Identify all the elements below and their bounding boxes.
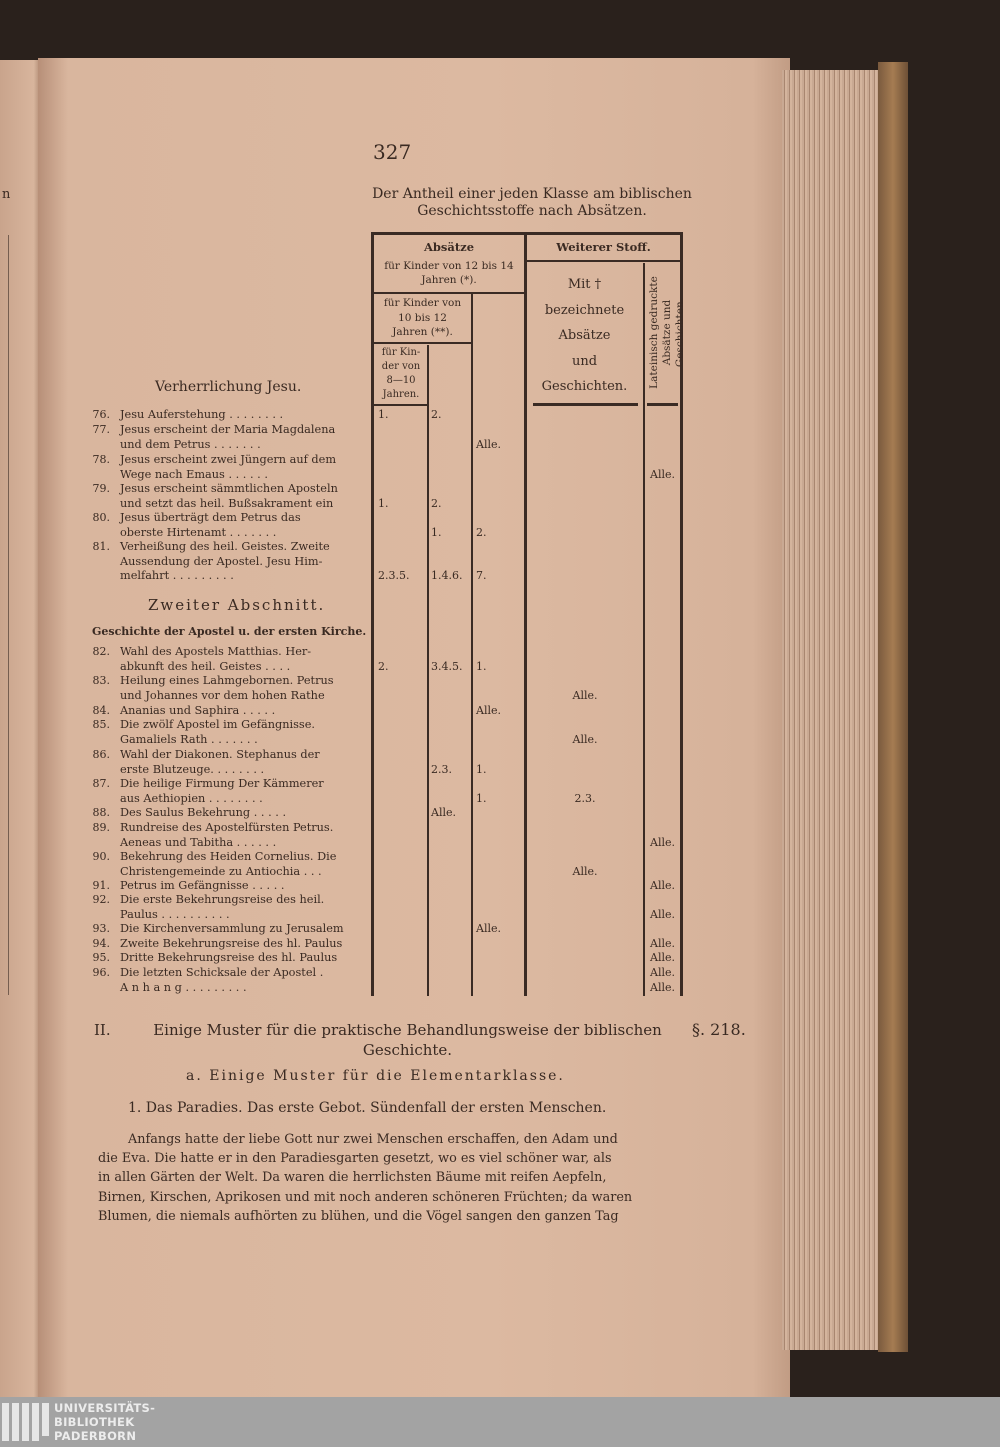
- rule: [527, 260, 680, 262]
- row-text: Dritte Bekehrungsreise des hl. Paulus: [120, 951, 338, 964]
- row-text: Bekehrung des Heiden Cornelius. Die: [120, 850, 337, 863]
- row-text: Wege nach Emaus . . . . . .: [120, 467, 268, 481]
- cell-c2: 2.: [431, 496, 442, 510]
- page-number: 327: [373, 140, 412, 164]
- row-text: erste Blutzeuge. . . . . . . .: [120, 762, 265, 776]
- row-number: 80.: [92, 511, 110, 524]
- cell-c1: 1.: [378, 496, 389, 510]
- body-line: Blumen, die niemals aufhörten zu blühen, und die Vögel sangen den ganzen Tag: [98, 1208, 619, 1224]
- body-line: Birnen, Kirschen, Aprikosen und mit noch anderen schöneren Früchten; da waren: [98, 1189, 633, 1205]
- header-weiterer-stoff: Weiterer Stoff.: [556, 240, 651, 254]
- rule: [533, 403, 638, 406]
- header-line: Jahren.: [382, 389, 420, 400]
- part-title-line: Geschichte.: [362, 1041, 453, 1059]
- row-number: 81.: [92, 540, 110, 553]
- row-number: 91.: [92, 879, 110, 892]
- logo-text: BIBLIOTHEK: [54, 1415, 135, 1429]
- cell-c5: Alle.: [650, 966, 675, 979]
- row-number: 86.: [92, 748, 110, 761]
- left-page-rule: [8, 235, 9, 995]
- cell-c5: Alle.: [650, 907, 675, 921]
- row-number: 93.: [92, 922, 110, 935]
- part-title: [130, 1020, 685, 1060]
- cell-c2: 1.4.6.: [431, 569, 463, 583]
- cell-c3: Alle.: [476, 704, 501, 717]
- row-text: Aussendung der Apostel. Jesu Him-: [120, 554, 323, 568]
- row-text: Wahl der Diakonen. Stephanus der: [120, 748, 320, 761]
- part-numeral: II.: [94, 1021, 111, 1039]
- row-number: 96.: [92, 966, 110, 979]
- header-line: für Kinder von 12 bis 14: [384, 260, 514, 272]
- table-title-line: Der Antheil einer jeden Klasse am biblischen: [372, 186, 692, 202]
- cell-c2: 1.: [431, 525, 442, 539]
- table-title: [362, 186, 702, 220]
- body-text: [98, 1130, 632, 1226]
- row-text: Rundreise des Apostelfürsten Petrus.: [120, 821, 334, 834]
- header-line: Absätze: [558, 328, 611, 343]
- row-number: 77.: [92, 423, 110, 436]
- body-line: Anfangs hatte der liebe Gott nur zwei Menschen erschaffen, den Adam und: [128, 1132, 618, 1147]
- cell-c2: 2.: [431, 408, 442, 421]
- cell-c2: Alle.: [431, 806, 456, 819]
- row-text: Zweite Bekehrungsreise des hl. Paulus: [120, 937, 343, 950]
- cell-c2: 3.4.5.: [431, 659, 463, 673]
- logo-text: PADERBORN: [54, 1429, 137, 1443]
- rule: [647, 403, 678, 406]
- cell-c3: 2.: [476, 525, 487, 539]
- rule: [374, 292, 525, 294]
- cell-c4: Alle.: [572, 864, 598, 878]
- body-line: in allen Gärten der Welt. Da waren die herrlichsten Bäume mit reifen Aepfeln,: [98, 1170, 607, 1186]
- row-text: Paulus . . . . . . . . . .: [120, 907, 230, 921]
- left-page-fragment: n: [2, 187, 11, 202]
- row-number: 78.: [92, 453, 110, 466]
- book-cover: [878, 62, 908, 1352]
- header-line: für Kin-: [381, 347, 421, 358]
- row-number: 79.: [92, 482, 110, 495]
- row-text: Verheißung des heil. Geistes. Zweite: [120, 540, 330, 553]
- row-text: Jesu Auferstehung . . . . . . . .: [120, 408, 284, 421]
- cell-c5: Alle.: [650, 951, 675, 964]
- header-12-14: [374, 259, 524, 287]
- header-line: Mit †: [567, 277, 602, 292]
- cell-c5: Alle.: [650, 467, 675, 481]
- cell-c3: Alle.: [476, 922, 501, 935]
- cell-c3: 1.: [476, 791, 487, 805]
- header-line: 10 bis 12: [398, 311, 447, 324]
- row-number: 88.: [92, 806, 110, 819]
- body-line: die Eva. Die hatte er in den Paradiesgarten gesetzt, wo es viel schöner war, als: [98, 1151, 612, 1167]
- header-line: Jahren (**).: [392, 326, 453, 338]
- rule: [427, 345, 429, 996]
- row-text: Die zwölf Apostel im Gefängnisse.: [120, 718, 315, 731]
- part-title-line: Einige Muster für die praktische Behandlungsweise der biblischen: [153, 1021, 662, 1039]
- row-text: A n h a n g . . . . . . . . .: [120, 981, 247, 994]
- cell-c4: Alle.: [572, 732, 598, 746]
- row-text: melfahrt . . . . . . . . .: [120, 569, 234, 583]
- page-edges: [782, 70, 882, 1350]
- cell-c4: Alle.: [572, 688, 598, 702]
- cell-c3: 1.: [476, 659, 487, 673]
- row-text: Heilung eines Lahmgebornen. Petrus: [120, 674, 334, 687]
- row-text: Die letzten Schicksale der Apostel .: [120, 966, 324, 979]
- table-title-line: Geschichtsstoffe nach Absätzen.: [417, 203, 647, 219]
- subheading-1: 1. Das Paradies. Das erste Gebot. Sündenfall der ersten Menschen.: [128, 1100, 607, 1116]
- row-text: Wahl des Apostels Matthias. Her-: [120, 645, 312, 658]
- row-text: Gamaliels Rath . . . . . . .: [120, 732, 258, 746]
- row-number: 85.: [92, 718, 110, 731]
- row-text: Christengemeinde zu Antiochia . . .: [120, 864, 322, 878]
- cell-c4: 2.3.: [574, 791, 596, 805]
- row-number: 92.: [92, 893, 110, 906]
- cell-c1: 2.3.5.: [378, 569, 410, 583]
- library-footer: [0, 1397, 1000, 1447]
- row-text: Jesus erscheint sämmtlichen Aposteln: [120, 482, 338, 495]
- left-page-edge: [0, 60, 42, 1400]
- row-text: Die heilige Firmung Der Kämmerer: [120, 777, 324, 790]
- rule: [471, 294, 473, 996]
- section-heading-zweiter-abschnitt: Zweiter Abschnitt.: [148, 596, 326, 614]
- row-number: 84.: [92, 704, 110, 717]
- cell-c3: 7.: [476, 569, 487, 583]
- rule: [374, 342, 471, 344]
- cell-c1: 1.: [378, 408, 389, 421]
- header-line: 8—10: [386, 375, 416, 386]
- cell-c3: Alle.: [476, 437, 501, 451]
- row-text: und Johannes vor dem hohen Rathe: [120, 688, 325, 702]
- section-heading-verherrlichung: Verherrlichung Jesu.: [155, 379, 302, 395]
- cell-c5: Alle.: [650, 937, 675, 950]
- cell-c2: 2.3.: [431, 762, 452, 776]
- row-text: und dem Petrus . . . . . . .: [120, 437, 261, 451]
- header-8-10: [374, 346, 428, 402]
- row-text: Die erste Bekehrungsreise des heil.: [120, 893, 325, 906]
- row-number: 87.: [92, 777, 110, 790]
- row-number: 95.: [92, 951, 110, 964]
- row-text: Die Kirchenversammlung zu Jerusalem: [120, 922, 344, 935]
- header-line: Jahren (*).: [421, 274, 477, 286]
- cell-c1: 2.: [378, 659, 389, 673]
- cell-c5: Alle.: [650, 981, 675, 994]
- row-text: Des Saulus Bekehrung . . . . .: [120, 806, 287, 819]
- rule: [374, 404, 428, 406]
- row-number: 82.: [92, 645, 110, 658]
- header-mit-kreuz: [527, 272, 642, 400]
- subheading-a: a. Einige Muster für die Elementarklasse.: [186, 1068, 565, 1084]
- rule: [371, 232, 683, 235]
- header-line: für Kinder von: [383, 297, 462, 309]
- row-number: 76.: [92, 408, 110, 421]
- cell-c5: Alle.: [650, 835, 675, 849]
- row-text: oberste Hirtenamt . . . . . . .: [120, 525, 277, 539]
- header-line: Geschichten.: [541, 379, 628, 394]
- header-absaetze: Absätze: [423, 240, 475, 254]
- cell-c3: 1.: [476, 762, 487, 776]
- row-number: 94.: [92, 937, 110, 950]
- header-line: bezeichnete: [544, 302, 625, 318]
- row-text: Jesus überträgt dem Petrus das: [120, 511, 301, 524]
- header-10-12: [374, 296, 471, 340]
- header-line: und: [571, 353, 598, 369]
- header-lateinisch: Lateinisch gedruckte Absätze und Geschichten.: [648, 276, 686, 389]
- row-number: 89.: [92, 821, 110, 834]
- row-text: Ananias und Saphira . . . . .: [120, 704, 276, 717]
- section-subheading: Geschichte der Apostel u. der ersten Kirche.: [92, 625, 367, 638]
- row-number: 90.: [92, 850, 110, 863]
- row-text: Aeneas und Tabitha . . . . . .: [120, 835, 277, 849]
- row-text: aus Aethiopien . . . . . . . .: [120, 791, 263, 805]
- cell-c5: Alle.: [650, 879, 675, 892]
- row-text: Jesus erscheint der Maria Magdalena: [120, 423, 336, 436]
- row-text: und setzt das heil. Bußsakrament ein: [120, 496, 334, 510]
- logo-text: UNIVERSITÄTS-: [54, 1401, 156, 1415]
- row-text: Petrus im Gefängnisse . . . . .: [120, 879, 285, 892]
- header-line: der von: [381, 361, 421, 372]
- rule: [643, 263, 645, 996]
- paragraph-mark: §. 218.: [692, 1020, 746, 1039]
- row-text: Jesus erscheint zwei Jüngern auf dem: [120, 453, 337, 466]
- row-text: abkunft des heil. Geistes . . . .: [120, 659, 291, 673]
- row-number: 83.: [92, 674, 110, 687]
